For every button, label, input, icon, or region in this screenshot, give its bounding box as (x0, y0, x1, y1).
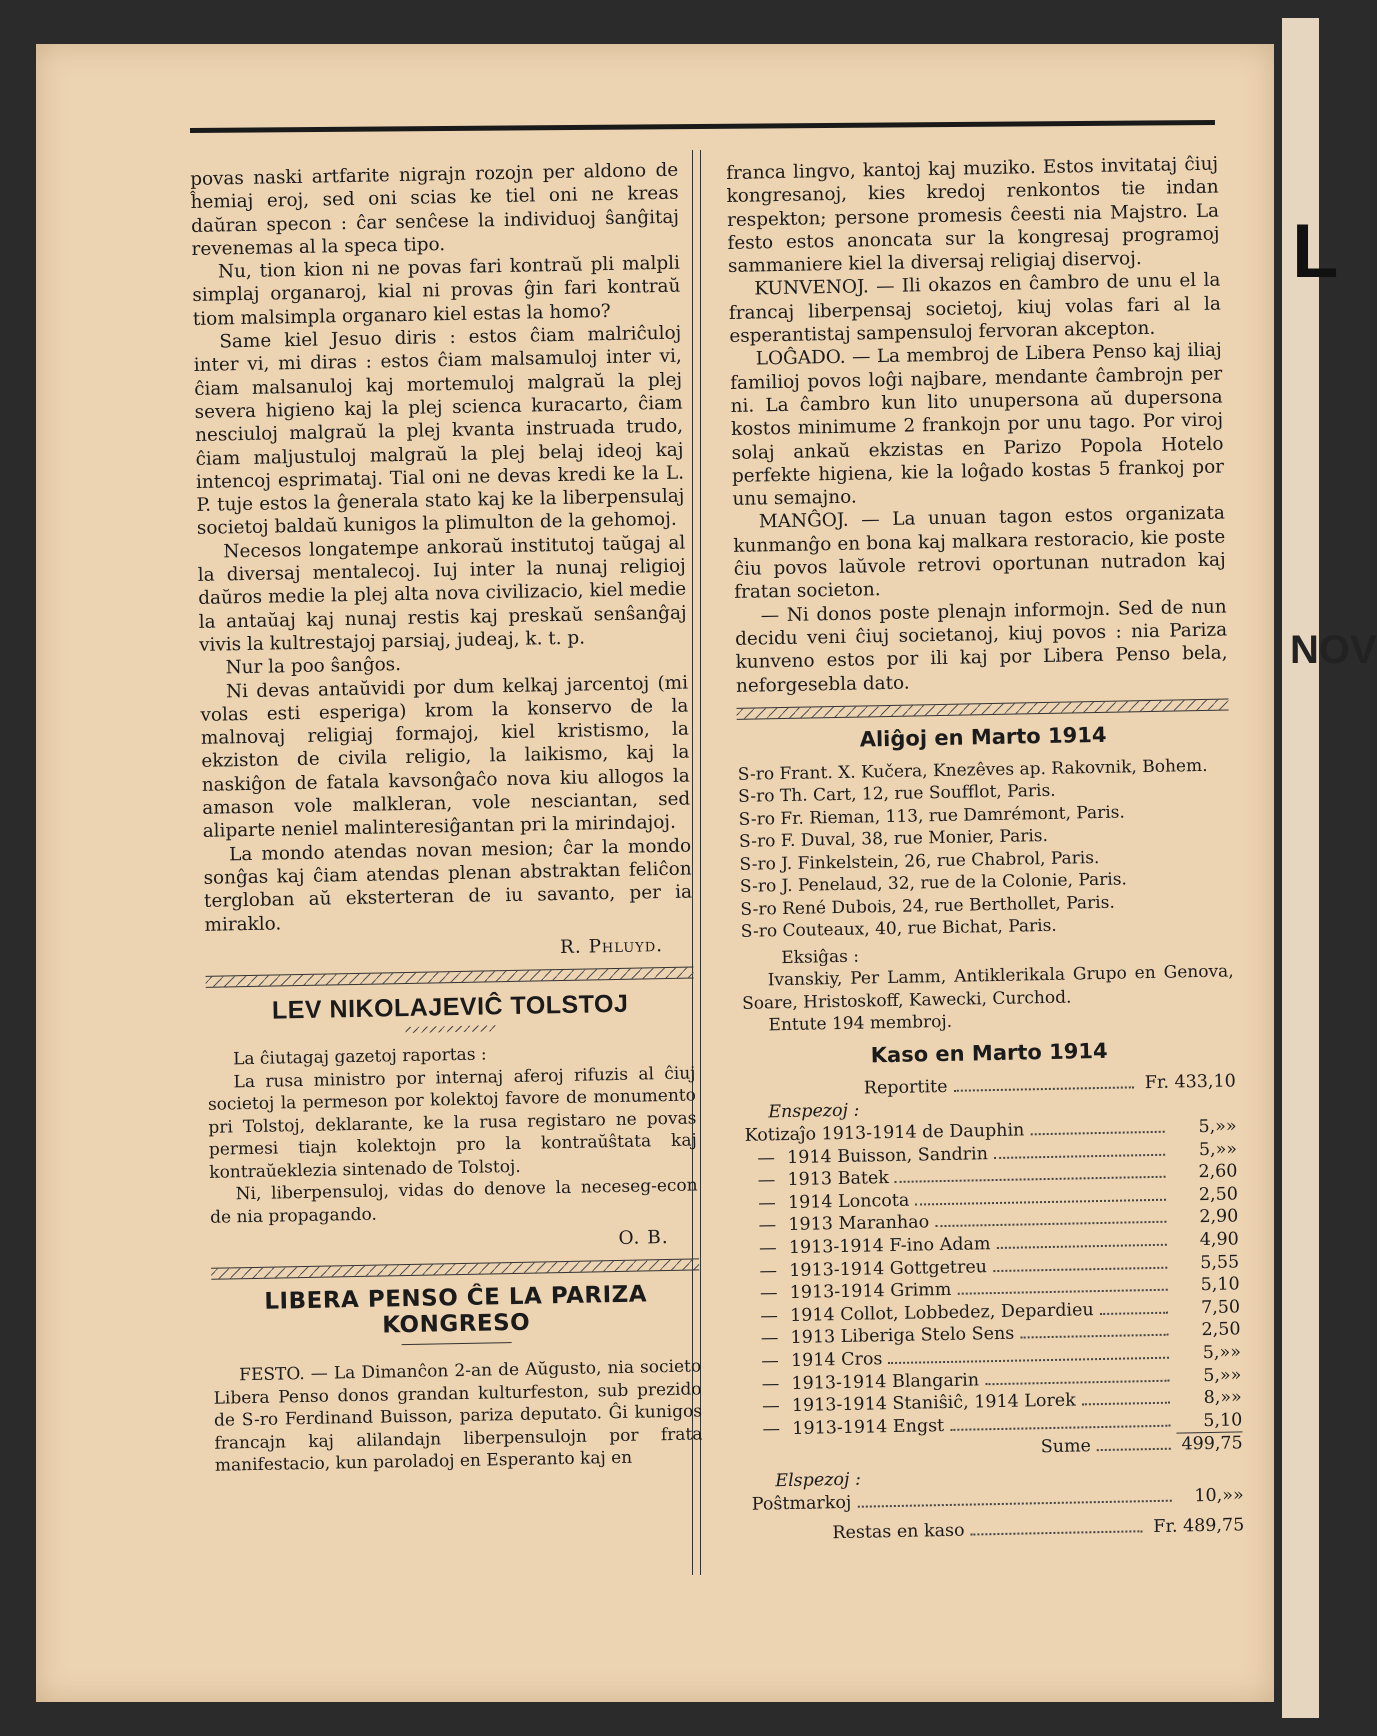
ledger-amount: Fr. 489,75 (1153, 1515, 1245, 1538)
kaso-heading: Kaso en Marto 1914 (870, 1038, 1108, 1068)
paragraph: Necesos longatempe ankoraŭ institutoj taŭgaj al la diversaj mentalecoj. Iuj inter la nunaj religioj daŭros medie la plej alta nova civilizacio, kiel medie la antaŭaj kaj nunaj restis kaj preskaŭ senŝanĝaj vivis la kultrestajoj parsiaj, judeaj, k. t. p. (197, 532, 687, 656)
right-column (726, 153, 1244, 1547)
paragraph: KUNVENOJ. — Ili okazos en ĉambro de unu el la francaj liberpensaj societoj, kiuj volas fari al la esperantistaj sampensuloj fervoran akcepton. (728, 270, 1222, 348)
wavy-divider (736, 698, 1228, 719)
paragraph: Nur la poo ŝanĝos. (225, 654, 402, 679)
ledger-amount: 2,50 (1201, 1319, 1241, 1341)
list-item: S-ro Frant. X. Kučera, Knezêves ap. Rakovnik, Bohem. (737, 755, 1208, 785)
ledger-amount: 499,75 (1181, 1433, 1243, 1455)
ledger-amount: 5,»» (1198, 1116, 1237, 1138)
tolstoj-closing: Ni, liberpensuloj, vidas do denove la neceseg-econ de nia propagando. (209, 1175, 698, 1228)
list-item: S-ro Th. Cart, 12, rue Soufflot, Paris. (738, 781, 1056, 808)
list-item: S-ro J. Penelaud, 32, rue de la Colonie, Paris. (739, 869, 1128, 898)
ledger-label: 1913-1914 F-ino Adam (788, 1234, 991, 1258)
ditto-dash: — (761, 1396, 780, 1417)
paragraph: Same kiel Jesuo diris : estos ĉiam malriĉuloj inter vi, mi diras : estos ĉiam malsamuloj inter vi, ĉiam malsanuloj kaj mortemuloj malgraŭ la plej severa higieno kaj la plej scienca kuracarto, ĉiam nesciuloj malgraŭ la plej kvanta instruada trudo, ĉiam maljustuloj malgraŭ la plej belaj ideoj kaj intencoj esprimataj. Tial oni ne devas kredi ke la L. P. tuje estos la ĝenerala stato kaj ke la liberpensulaj societoj baldaŭ kunigos la plimulton de la gehomoj. (193, 322, 685, 540)
short-wavy-divider (406, 1025, 496, 1033)
ledger-entries (745, 1138, 1243, 1441)
ledger-label: Kotizaĵo 1913-1914 de Dauphin (744, 1120, 1025, 1146)
ledger-amount: 5,»» (1198, 1138, 1238, 1160)
ledger-label: 1914 Collot, Lobbedez, Depardieu (789, 1299, 1094, 1326)
ditto-dash: — (761, 1351, 779, 1372)
ledger-amount: 2,60 (1198, 1161, 1238, 1183)
ledger-label: 1913-1914 Blangarin (791, 1369, 980, 1394)
ledger-amount: Fr. 433,10 (1144, 1071, 1236, 1093)
ledger-amount: 2,90 (1199, 1206, 1239, 1228)
aligoj-heading: Aliĝoj en Marto 1914 (859, 722, 1107, 752)
paragraph: povas naski artfarite nigrajn rozojn per aldono de ĥemiaj eroj, sed oni scias ke tiel oni ne kreas daŭran specon : ĉar senĉese la individuoj ŝanĝitaj revenemas al la speca tipo. (190, 159, 680, 260)
paragraph: LOĜADO. — La membroj de Libera Penso kaj iliaj familioj povos loĝi najbare, mendante ĉambrojn per ni. La ĉambro kun lito unupersona aŭ dupersona kostos minimume 2 frankojn por unu tago. Por viroj solaj ankaŭ ekzistas en Parizo Popola Hotelo perfekte higiena, kie la loĝado kostas 5 frankoj por unu semajno. (730, 339, 1225, 511)
ledger-label: 1913-1914 Staniŝiĉ, 1914 Lorek (791, 1390, 1077, 1417)
members-list (738, 754, 1233, 943)
ledger-amount: 5,10 (1203, 1410, 1243, 1431)
paragraph: La mondo atendas novan mesion; ĉar la mondo sonĝas kaj ĉiam atendas plenan abstraktan feliĉon tergloban aŭ eksterteran de iu savanto, per ia miraklo. (203, 835, 693, 936)
enspezoj-label: Enspezoj : (768, 1101, 860, 1123)
short-rule (402, 1342, 512, 1345)
list-item: S-ro René Dubois, 24, rue Berthollet, Paris. (740, 892, 1115, 920)
list-item: S-ro F. Duval, 38, rue Monier, Paris. (738, 826, 1049, 853)
ledger-label: 1914 Cros (790, 1349, 883, 1371)
list-item: S-ro Couteaux, 40, rue Bichat, Paris. (740, 916, 1057, 943)
article-signature: R. Phluyd. (559, 934, 664, 958)
ditto-dash: — (758, 1238, 777, 1259)
ledger-label: 1913-1914 Grimm (789, 1280, 952, 1304)
eksigas-list: Ivanskiy, Per Lamm, Antiklerikala Grupo en Genova, Soare, Hristoskoff, Kawecki, Curchod. (741, 961, 1234, 1014)
entute: Entute 194 membroj. (768, 1012, 953, 1036)
next-page-heading: NOV (1290, 628, 1377, 672)
ledger-label: 1913 Batek (787, 1168, 890, 1191)
list-item: S-ro J. Finkelstein, 26, rue Chabrol, Paris. (739, 847, 1100, 875)
ledger-label: 1913 Maranhao (788, 1212, 930, 1236)
paragraph: Ni devas antaŭvidi por dum kelkaj jarcentoj (mi volas esti esperiga) krom la konservo de la malnovaj religiaj formajoj, kiel kristismo, la ekziston de civila religio, la laikismo, kaj la naskiĝon de fatala kavsonĝaĉo nova kiu allogos la amason vole malkleran, vole nesciantan, sed aliparte neniel malinteresiĝantan pri la mirindajoj. (200, 672, 691, 843)
wavy-divider (211, 1259, 699, 1280)
paragraph: franca lingvo, kantoj kaj muziko. Estos invitataj ĉiuj kongresanoj, kies kredoj renkontos tie indan respekton; persone promesis ĉeesti nia Majstro. La festo estos anoncata sur la kongresaj programoj sammaniere kiel la diversaj religiaj diservoj. (726, 153, 1220, 278)
ditto-dash: — (757, 1147, 776, 1169)
paragraph: — Ni donos poste plenajn informojn. Sed de nun decidu veni ĉiuj societanoj, kiuj povos : nia Pariza kunveno estos por ili kaj por Libera Penso bela, neforgesebla dato. (734, 596, 1228, 697)
ledger-amount: 5,»» (1203, 1364, 1242, 1386)
ditto-dash: — (762, 1418, 781, 1440)
ditto-dash: — (759, 1283, 778, 1304)
ledger-amount: 7,50 (1200, 1297, 1241, 1318)
tolstoj-intro: La ĉiutagaj gazetoj raportas : (232, 1044, 487, 1070)
ledger-label: Restas en kaso (832, 1520, 965, 1544)
ledger-label: 1914 Buisson, Sandrin (786, 1143, 989, 1168)
ledger-label: 1913 Liberiga Stelo Sens (790, 1324, 1015, 1349)
adjacent-page-edge (1282, 18, 1377, 1718)
eksigas-label: Eksiĝas : (781, 946, 860, 968)
elspezoj-label: Elspezoj : (775, 1469, 862, 1492)
paragraph: MANĜOJ. — La unuan tagon estos organizata kunmanĝo en bona kaj malkara restoracio, kie poste ĉiu povos laŭvole retrovi oportunan nutradon kaj fratan societon. (733, 502, 1226, 604)
ledger-amount: 4,90 (1199, 1229, 1239, 1251)
festo-body: La Dimanĉon 2-an de Aŭgusto, nia societo Libera Penso donos grandan kulturfeston, sub prezido de S-ro Ferdinand Buisson, pariza deputato. Ĝi kunigos francajn kaj alilandajn liberpensulojn por frata manifestacio, kun paroladoj en Esperanto kaj en (213, 1356, 703, 1477)
ditto-dash: — (760, 1328, 779, 1349)
tolstoj-body: La rusa ministro por internaj aferoj rifuzis al ĉiuj societoj la permeson por kolektoj favore de monumento pri Tolstoj, deklarante, ke la rusa registaro ne povas permesi tiajn kolektojn pro la kontraŭŝtata kaj kontraŭeklezia sintenado de Tolstoj. (207, 1063, 697, 1183)
ledger-amount: 5,»» (1202, 1342, 1242, 1364)
ledger-amount: 5,55 (1200, 1251, 1240, 1273)
festo-lead: FESTO. — (239, 1363, 328, 1386)
wavy-divider (206, 967, 694, 988)
ditto-dash: — (758, 1193, 776, 1214)
ditto-dash: — (760, 1305, 779, 1327)
list-item: S-ro Fr. Rieman, 113, rue Damrémont, Paris. (738, 802, 1126, 830)
ditto-dash: — (761, 1373, 780, 1395)
ledger-label: 1913-1914 Engst (792, 1415, 945, 1439)
ditto-dash: — (758, 1215, 777, 1236)
ledger-amount: 5,10 (1200, 1274, 1240, 1296)
tolstoj-signature: O. B. (618, 1227, 669, 1250)
paragraph: Nu, tion kion ni ne povas fari kontraŭ pli malpli simplaj organaroj, kial ni provas ĝin fari kontraŭ tiom malsimpla organaro kiel estas la homo? (192, 252, 681, 330)
tolstoj-headline: LEV NIKOLAJEVIĈ TOLSTOJ (271, 989, 629, 1025)
ledger-amount: 10,»» (1194, 1484, 1244, 1506)
ledger-amount: 2,50 (1198, 1184, 1239, 1205)
cash-ledger (744, 1070, 1245, 1546)
kongreso-headline: LIBERA PENSO ĈE LA PARIZA KONGRESO (264, 1281, 648, 1339)
ledger-label: Sume (1040, 1436, 1092, 1458)
ditto-dash: — (759, 1260, 778, 1282)
ledger-label: Reportite (863, 1076, 948, 1099)
ledger-label: Poŝtmarkoj (751, 1492, 852, 1515)
ledger-label: 1913-1914 Gottgetreu (789, 1256, 988, 1281)
left-column (190, 159, 703, 1478)
ditto-dash: — (757, 1170, 776, 1191)
ledger-label: 1914 Loncota (787, 1190, 910, 1213)
next-page-big-letter: L (1292, 209, 1339, 294)
ledger-amount: 8,»» (1203, 1387, 1243, 1409)
